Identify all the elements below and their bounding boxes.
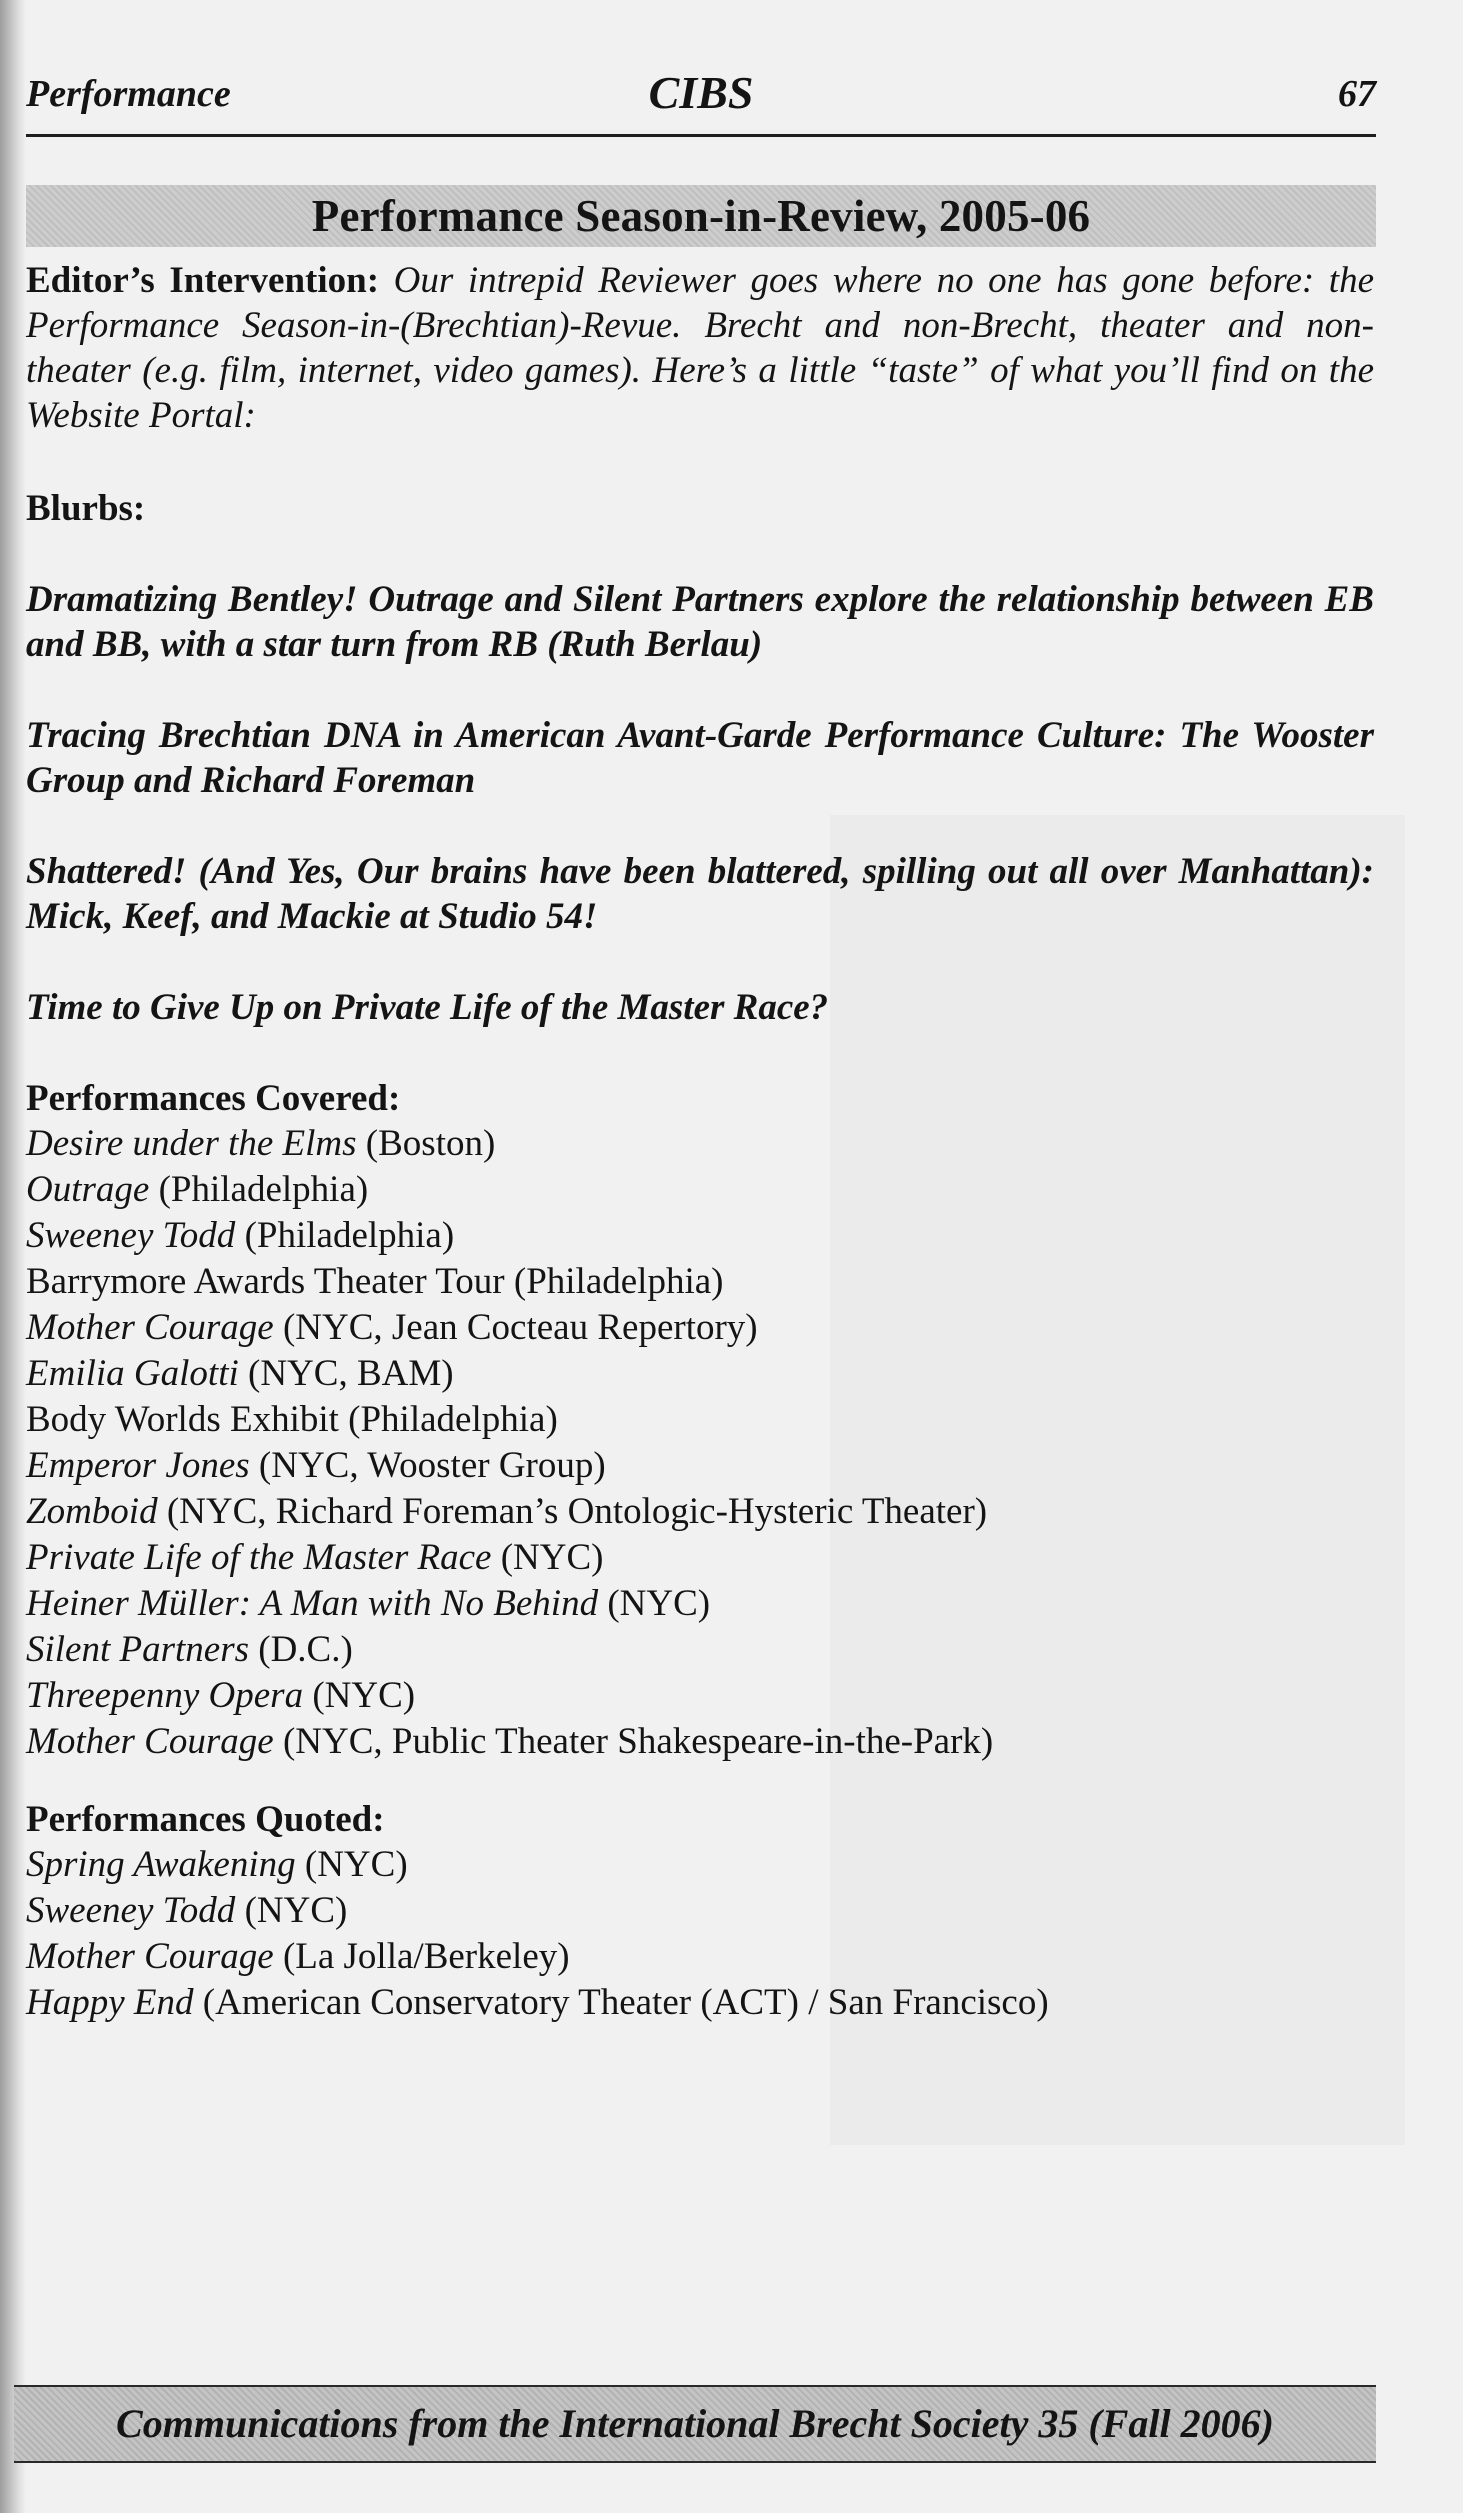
work-title: Mother Courage	[26, 1936, 274, 1977]
list-item	[26, 1489, 1374, 1535]
section-name: Performance	[26, 73, 231, 115]
list-item	[26, 1980, 1374, 2026]
work-detail: (NYC)	[491, 1537, 604, 1578]
page-number: 67	[1338, 73, 1376, 115]
list-item	[26, 1397, 1374, 1443]
page-spine-shadow	[0, 0, 26, 2513]
running-head	[26, 64, 1376, 137]
work-title: Zomboid	[26, 1491, 158, 1532]
list-item	[26, 1842, 1374, 1888]
work-title: Private Life of the Master Race	[26, 1537, 492, 1578]
quoted-list	[26, 1842, 1374, 2026]
work-title: Sweeney Todd	[26, 1215, 236, 1256]
list-item	[26, 1167, 1374, 1213]
journal-citation: Communications from the International Brecht Society 35 (Fall 2006)	[116, 2401, 1274, 2446]
list-item	[26, 1443, 1374, 1489]
blurb-item: Tracing Brechtian DNA in American Avant-Garde Performance Culture: The Wooster Group and Richard Foreman	[26, 715, 1374, 801]
work-detail: (Philadelphia)	[149, 1169, 369, 1210]
work-title: Threepenny Opera	[26, 1675, 304, 1716]
work-detail: Barrymore Awards Theater Tour (Philadelphia)	[26, 1261, 724, 1302]
intervention-text: Our intrepid Reviewer goes where no one has gone before: the Performance Season-in-(Brechtian)-Revue. Brecht and non-Brecht, theater and non-theater (e.g. film, internet, video games). Here’s a little “taste” of what you’ll find on the Website Portal:	[26, 260, 1374, 436]
blurb-item: Dramatizing Bentley! Outrage and Silent Partners explore the relationship between EB and BB, with a star turn from RB (Ruth Berlau)	[26, 579, 1374, 665]
list-item	[26, 1535, 1374, 1581]
work-detail: (NYC, Jean Cocteau Repertory)	[273, 1307, 758, 1348]
work-detail: (Boston)	[356, 1123, 496, 1164]
work-detail: (American Conservatory Theater (ACT) / San Francisco)	[193, 1982, 1049, 2023]
work-title: Spring Awakening	[26, 1844, 296, 1885]
title-band	[26, 185, 1376, 247]
list-item	[26, 1351, 1374, 1397]
blurb-item: Shattered! (And Yes, Our brains have been blattered, spilling out all over Manhattan): Mick, Keef, and Mackie at Studio 54!	[26, 851, 1374, 937]
work-detail: (D.C.)	[249, 1629, 353, 1670]
work-title: Sweeney Todd	[26, 1890, 236, 1931]
work-title: Desire under the Elms	[26, 1123, 357, 1164]
article-title: Performance Season-in-Review, 2005-06	[311, 191, 1091, 241]
list-item	[26, 1719, 1374, 1765]
journal-abbreviation: CIBS	[648, 67, 754, 118]
work-detail: Body Worlds Exhibit (Philadelphia)	[26, 1399, 558, 1440]
work-detail: (NYC, Wooster Group)	[249, 1445, 606, 1486]
list-item	[26, 1888, 1374, 1934]
blurbs-heading: Blurbs:	[26, 488, 146, 529]
work-title: Outrage	[26, 1169, 150, 1210]
list-item	[26, 1259, 1374, 1305]
list-item	[26, 1581, 1374, 1627]
work-title: Emperor Jones	[26, 1445, 250, 1486]
quoted-heading: Performances Quoted:	[26, 1799, 385, 1840]
work-detail: (NYC)	[235, 1890, 348, 1931]
editors-intervention	[26, 258, 1374, 438]
work-detail: (NYC)	[295, 1844, 408, 1885]
article-body	[26, 258, 1374, 2026]
list-item	[26, 1305, 1374, 1351]
blurb-item: Time to Give Up on Private Life of the Master Race?	[26, 987, 829, 1028]
work-detail: (La Jolla/Berkeley)	[273, 1936, 570, 1977]
footer-band	[14, 2385, 1376, 2463]
work-title: Happy End	[26, 1982, 194, 2023]
work-title: Silent Partners	[26, 1629, 250, 1670]
work-title: Emilia Galotti	[26, 1353, 239, 1394]
covered-list	[26, 1121, 1374, 1765]
work-detail: (NYC)	[303, 1675, 416, 1716]
work-detail: (NYC, Public Theater Shakespeare-in-the-Park)	[273, 1721, 994, 1762]
work-title: Mother Courage	[26, 1307, 274, 1348]
list-item	[26, 1213, 1374, 1259]
work-detail: (NYC, BAM)	[238, 1353, 454, 1394]
work-title: Mother Courage	[26, 1721, 274, 1762]
work-title: Heiner Müller: A Man with No Behind	[26, 1583, 599, 1624]
list-item	[26, 1934, 1374, 1980]
covered-heading: Performances Covered:	[26, 1078, 401, 1119]
work-detail: (NYC)	[598, 1583, 711, 1624]
work-detail: (NYC, Richard Foreman’s Ontologic-Hysteric Theater)	[157, 1491, 988, 1532]
list-item	[26, 1627, 1374, 1673]
list-item	[26, 1673, 1374, 1719]
list-item	[26, 1121, 1374, 1167]
intervention-label: Editor’s Intervention:	[26, 260, 380, 301]
work-detail: (Philadelphia)	[235, 1215, 455, 1256]
